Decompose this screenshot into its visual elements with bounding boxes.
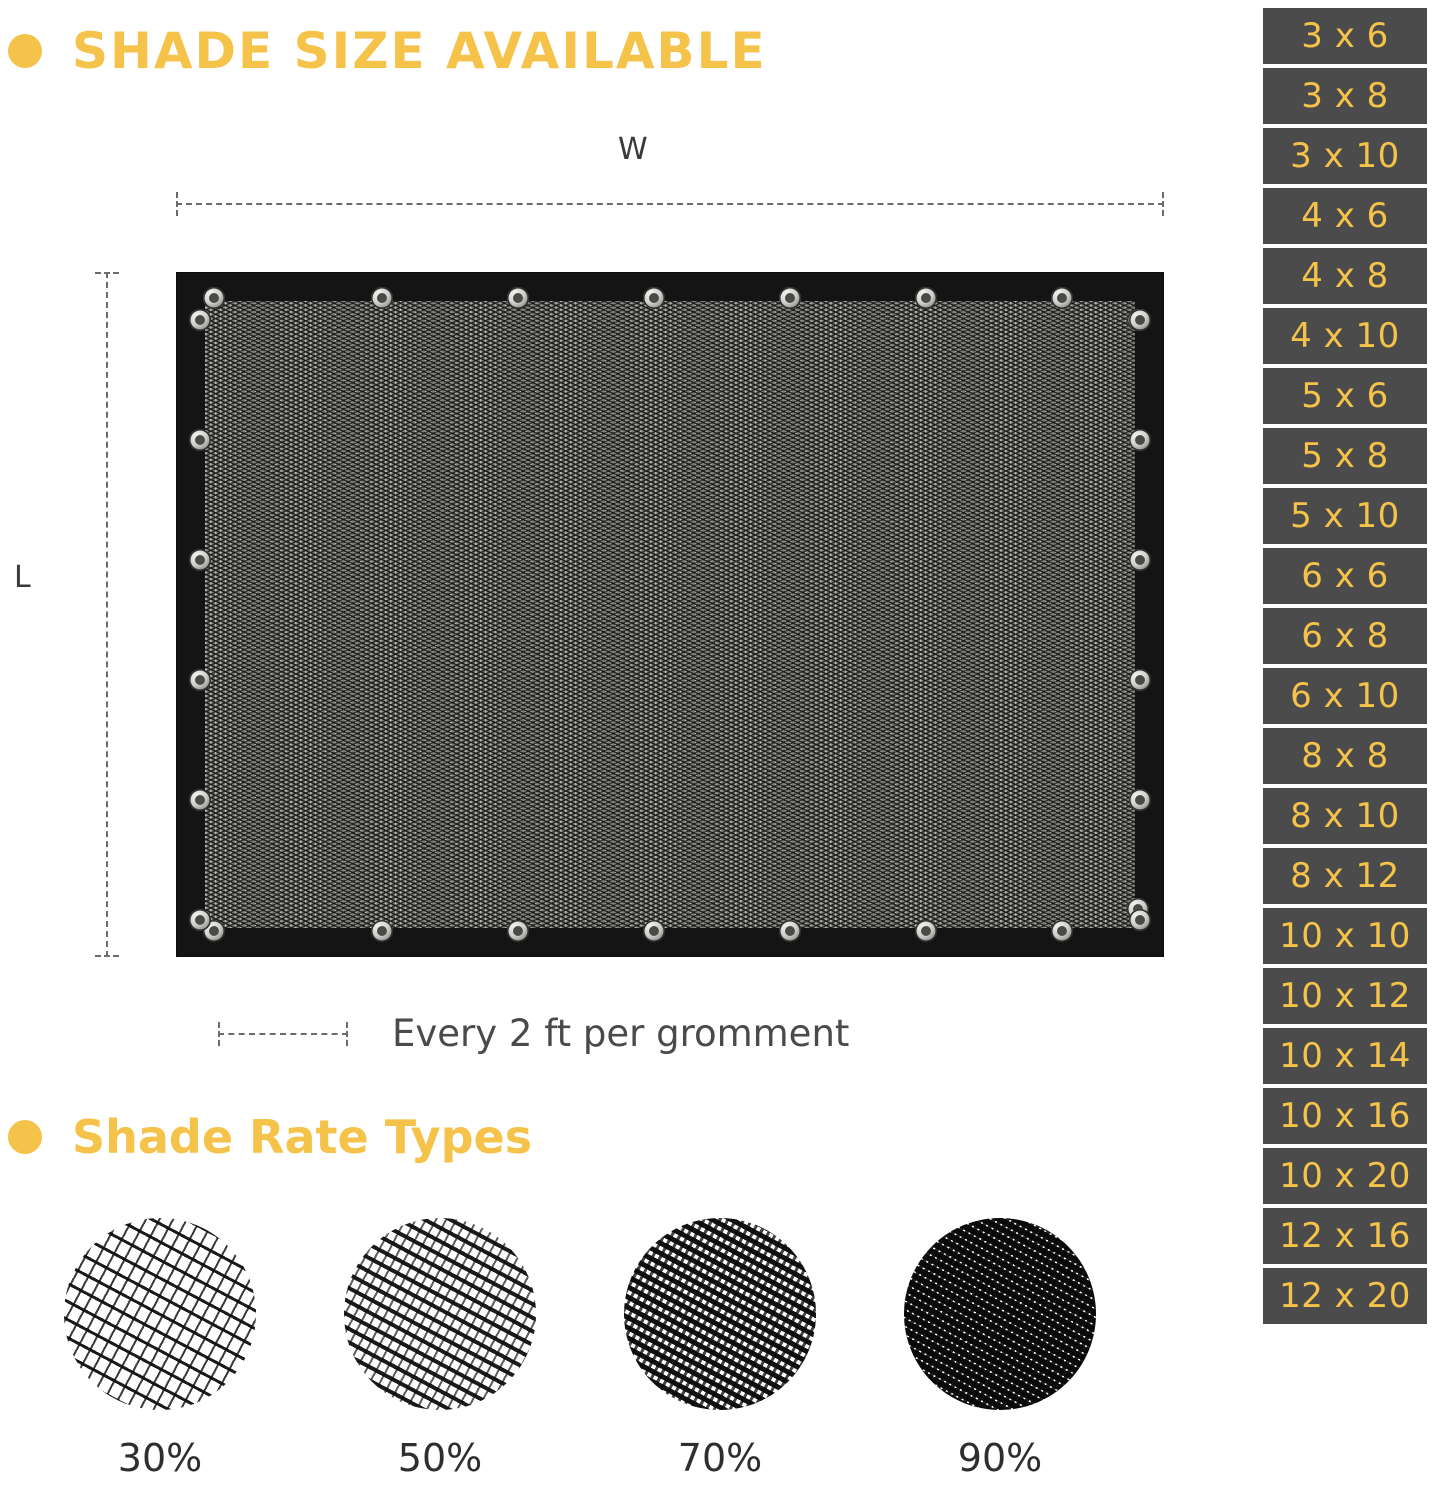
shade-rate-label: 50%: [397, 1436, 483, 1480]
size-chip[interactable]: 4 x 6: [1263, 188, 1427, 244]
size-chip[interactable]: 10 x 20: [1263, 1148, 1427, 1204]
shade-rate-heading-label: Shade Rate Types: [72, 1110, 533, 1164]
grommet: [189, 789, 211, 811]
grommet: [1129, 309, 1151, 331]
size-chip[interactable]: 3 x 6: [1263, 8, 1427, 64]
grommet: [189, 669, 211, 691]
mesh-30-swatch: [64, 1218, 256, 1410]
size-chip[interactable]: 10 x 14: [1263, 1028, 1427, 1084]
width-dashed-line: [176, 203, 1164, 205]
size-chip[interactable]: 12 x 16: [1263, 1208, 1427, 1264]
grommet: [915, 287, 937, 309]
size-chip[interactable]: 8 x 12: [1263, 848, 1427, 904]
shade-rate-label: 70%: [677, 1436, 763, 1480]
grommet-spacing-tick-right: [346, 1022, 348, 1046]
grommet: [643, 920, 665, 942]
size-chip[interactable]: 6 x 10: [1263, 668, 1427, 724]
grommet-spacing-note: [218, 1012, 849, 1055]
mesh-50-swatch: [344, 1218, 536, 1410]
grommet: [371, 920, 393, 942]
size-chip[interactable]: 5 x 8: [1263, 428, 1427, 484]
width-dimension-label: W: [618, 132, 648, 167]
shade-rate-list: [60, 1218, 1200, 1480]
grommet: [779, 287, 801, 309]
size-chip[interactable]: 10 x 12: [1263, 968, 1427, 1024]
grommet: [203, 287, 225, 309]
grommet: [1051, 287, 1073, 309]
size-chip[interactable]: 8 x 10: [1263, 788, 1427, 844]
grommet: [189, 549, 211, 571]
size-chip[interactable]: 6 x 8: [1263, 608, 1427, 664]
size-chip[interactable]: 5 x 10: [1263, 488, 1427, 544]
grommet: [1129, 669, 1151, 691]
size-chip[interactable]: 3 x 8: [1263, 68, 1427, 124]
grommet: [189, 309, 211, 331]
mesh-90-swatch: [904, 1218, 1096, 1410]
shade-size-heading-label: SHADE SIZE AVAILABLE: [72, 22, 767, 80]
bullet-dot-icon: [8, 1120, 42, 1154]
width-measure-line: [176, 192, 1164, 216]
length-dashed-line: [106, 272, 108, 957]
grommet: [189, 429, 211, 451]
grommet: [1129, 429, 1151, 451]
width-tick-right: [1162, 192, 1164, 216]
shade-rate-item-50: [340, 1218, 540, 1480]
available-sizes-list: [1263, 8, 1427, 1324]
grommet: [915, 920, 937, 942]
grommet: [507, 920, 529, 942]
grommet: [1129, 549, 1151, 571]
grommet: [371, 287, 393, 309]
length-tick-bottom: [95, 955, 119, 957]
grommet: [1051, 920, 1073, 942]
size-chip[interactable]: 8 x 8: [1263, 728, 1427, 784]
size-chip[interactable]: 4 x 8: [1263, 248, 1427, 304]
length-dimension-label: L: [14, 560, 31, 595]
mesh-fabric-texture: [205, 301, 1135, 928]
shade-rate-label: 30%: [117, 1436, 203, 1480]
size-chip[interactable]: 12 x 20: [1263, 1268, 1427, 1324]
grommet: [1129, 909, 1151, 931]
shade-rate-item-30: [60, 1218, 260, 1480]
shade-cloth-illustration: [176, 272, 1164, 957]
mesh-70-swatch: [624, 1218, 816, 1410]
grommet: [643, 287, 665, 309]
grommet: [1129, 789, 1151, 811]
size-chip[interactable]: 3 x 10: [1263, 128, 1427, 184]
grommet: [189, 909, 211, 931]
shade-rate-item-90: [900, 1218, 1100, 1480]
grommet: [507, 287, 529, 309]
size-chip[interactable]: 4 x 10: [1263, 308, 1427, 364]
size-chip[interactable]: 6 x 6: [1263, 548, 1427, 604]
grommet-spacing-dashed-line: [218, 1033, 348, 1035]
shade-rate-label: 90%: [957, 1436, 1043, 1480]
shade-rate-heading: [8, 1110, 532, 1164]
length-measure-line: [95, 272, 119, 957]
size-chip[interactable]: 10 x 10: [1263, 908, 1427, 964]
shade-rate-item-70: [620, 1218, 820, 1480]
size-chip[interactable]: 10 x 16: [1263, 1088, 1427, 1144]
grommet-spacing-label: Every 2 ft per gromment: [392, 1012, 850, 1055]
size-chip[interactable]: 5 x 6: [1263, 368, 1427, 424]
grommet: [779, 920, 801, 942]
grommet-spacing-measure: [218, 1022, 348, 1046]
